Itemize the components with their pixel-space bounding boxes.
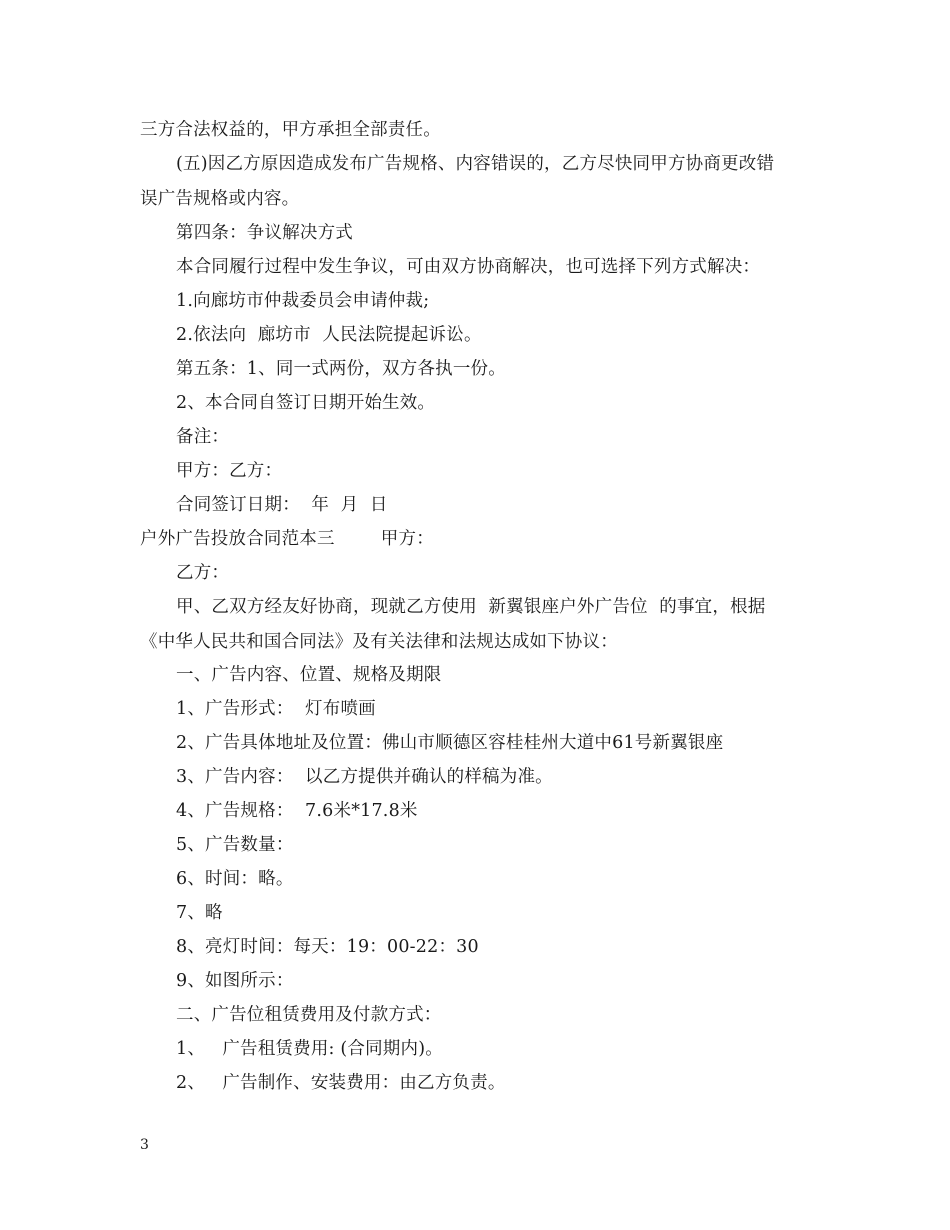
- section-heading: 二、广告位租赁费用及付款方式：: [176, 1005, 442, 1025]
- list-item: 7、略: [176, 903, 223, 923]
- list-item: 1、广告形式： 灯布喷画: [176, 699, 376, 719]
- text-line: 乙方：: [176, 563, 230, 583]
- section-heading: 第四条：争议解决方式: [176, 223, 353, 243]
- text-line: 本合同履行过程中发生争议，可由双方协商解决，也可选择下列方式解决：: [176, 257, 761, 277]
- list-item: 9、如图所示：: [176, 971, 294, 991]
- text-line: 三方合法权益的，甲方承担全部责任。: [140, 120, 441, 140]
- text-line: 甲方：乙方：: [176, 461, 283, 481]
- list-item: 1.向廊坊市仲裁委员会申请仲裁;: [176, 291, 430, 311]
- list-item: 1、 广告租赁费用: (合同期内)。: [176, 1039, 443, 1059]
- page-number: 3: [140, 1137, 149, 1153]
- text-line: 《中华人民共和国合同法》及有关法律和法规达成如下协议：: [140, 632, 618, 652]
- text-line: 误广告规格或内容。: [140, 189, 300, 209]
- list-item: 6、时间：略。: [176, 869, 294, 889]
- list-item: 3、广告内容： 以乙方提供并确认的样稿为准。: [176, 767, 553, 787]
- list-item: 5、广告数量：: [176, 835, 294, 855]
- section-heading: 一、广告内容、位置、规格及期限: [176, 665, 442, 685]
- text-line: (五)因乙方原因造成发布广告规格、内容错误的，乙方尽快同甲方协商更改错: [176, 154, 775, 174]
- section-heading: 第五条：1、同一式两份，双方各执一份。: [176, 359, 506, 379]
- list-item: 2、广告具体地址及位置：佛山市顺德区容桂桂州大道中61号新翼银座: [176, 733, 724, 753]
- text-line: 甲、乙双方经友好协商，现就乙方使用 新翼银座户外广告位 的事宜，根据: [176, 597, 766, 617]
- list-item: 2、 广告制作、安装费用：由乙方负责。: [176, 1073, 506, 1093]
- list-item: 8、亮灯时间：每天：19：00-22：30: [176, 937, 479, 957]
- document-title: 户外广告投放合同范本三 甲方：: [140, 529, 434, 549]
- text-line: 合同签订日期： 年 月 日: [176, 495, 388, 515]
- list-item: 4、广告规格： 7.6米*17.8米: [176, 801, 418, 821]
- text-line: 备注：: [176, 427, 230, 447]
- list-item: 2.依法向 廊坊市 人民法院提起诉讼。: [176, 325, 482, 345]
- list-item: 2、本合同自签订日期开始生效。: [176, 393, 436, 413]
